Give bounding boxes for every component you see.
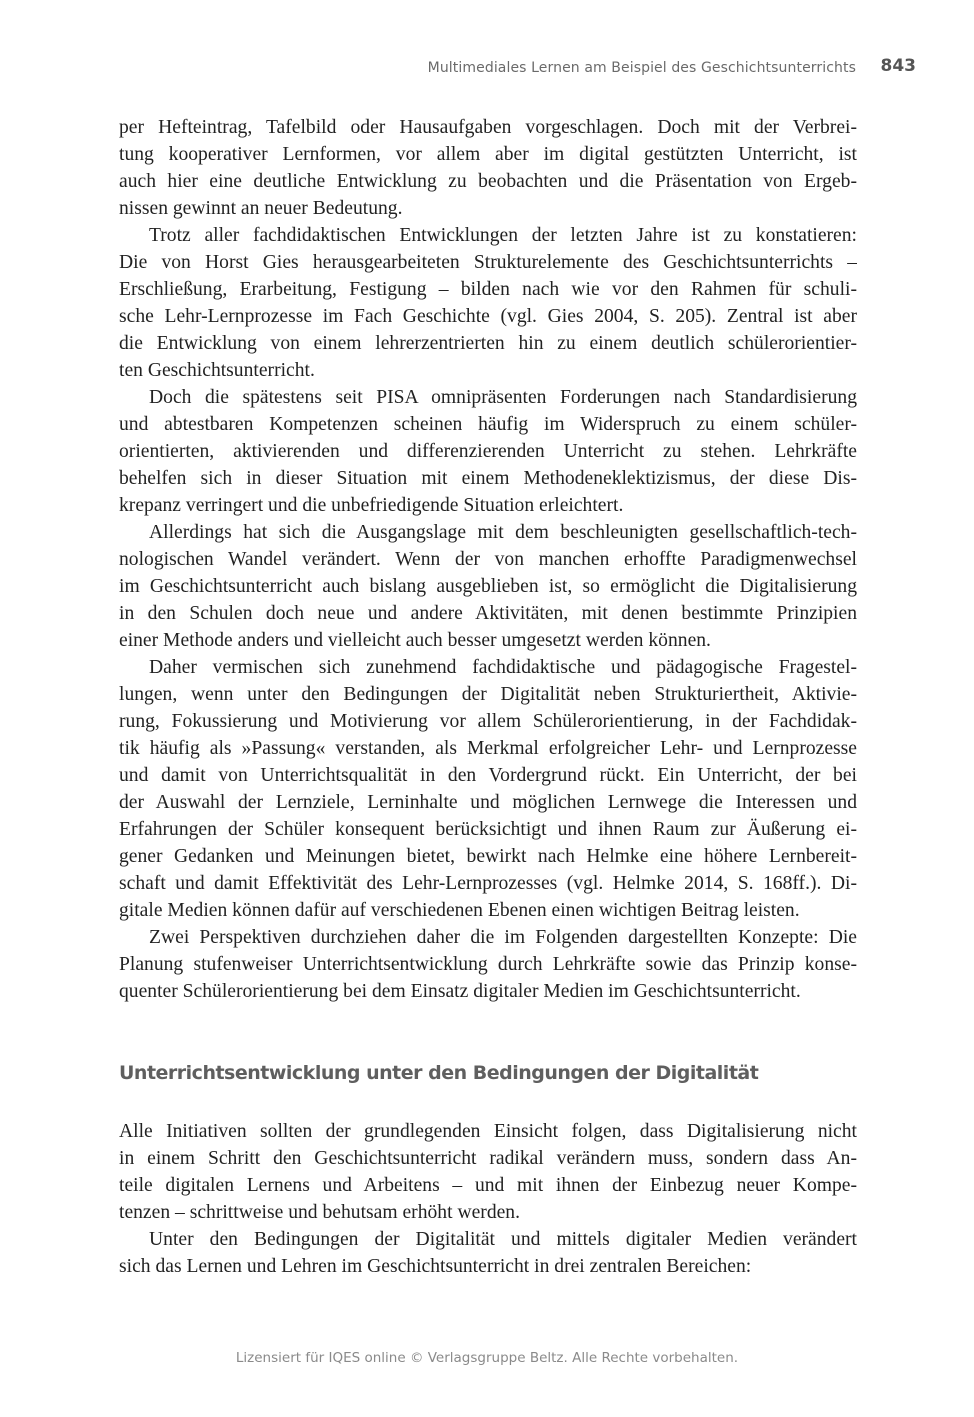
text-line: und damit von Unterrichtsqualität in den Vordergrund rückt. Ein Unterricht, der bei [119,765,857,786]
text-line: auch hier eine deutliche Entwicklung zu beobachten und die Präsentation von Ergeb- [119,171,857,192]
text-line: schaft und damit Effektivität des Lehr-Lernprozesses (vgl. Helmke 2014, S. 168ff.). Di- [119,873,857,894]
text-line: Trotz aller fachdidaktischen Entwicklungen der letzten Jahre ist zu konstatieren: [149,225,857,246]
text-line: rung, Fokussierung und Motivierung vor allem Schülerorientierung, in der Fachdidak- [119,711,857,732]
paragraph [119,654,857,924]
section-heading: Unterrichtsentwicklung unter den Bedingungen der Digitalität [119,1062,759,1084]
text-line: in den Schulen doch neue und andere Aktivitäten, mit denen bestimmte Prinzipien [119,603,857,624]
text-line: Daher vermischen sich zunehmend fachdidaktische und pädagogische Fragestel- [149,657,857,678]
text-line: Die von Horst Gies herausgearbeiteten Strukturelemente des Geschichtsunterrichts – [119,252,857,273]
text-line: krepanz verringert und die unbefriedigende Situation erleichtert. [119,495,624,516]
text-line: einer Methode anders und vielleicht auch besser umgesetzt werden können. [119,630,711,651]
text-line: die Entwicklung von einem lehrerzentrierten hin zu einem deutlich schülerorientier- [119,333,857,354]
running-title: Multimediales Lernen am Beispiel des Geschichtsunterrichts [427,60,856,76]
text-line: Allerdings hat sich die Ausgangslage mit dem beschleunigten gesellschaftlich-tech- [149,522,857,543]
text-line: sche Lehr-Lernprozesse im Fach Geschichte (vgl. Gies 2004, S. 205). Zentral ist aber [119,306,857,327]
text-line: Doch die spätestens seit PISA omnipräsenten Forderungen nach Standardisierung [149,387,857,408]
paragraph [119,924,857,1005]
text-line: per Hefteintrag, Tafelbild oder Hausaufgaben vorgeschlagen. Doch mit der Verbrei- [119,117,857,138]
body-section-1 [119,114,857,1005]
text-line: teile digitalen Lernens und Arbeitens – und mit ihnen der Einbezug neuer Kompe- [119,1175,857,1196]
text-line: in einem Schritt den Geschichtsunterricht radikal verändern muss, sondern dass An- [119,1148,857,1169]
text-line: der Auswahl der Lernziele, Lerninhalte und möglichen Lernwege die Interessen und [119,792,857,813]
text-line: tung kooperativer Lernformen, vor allem aber im digital gestützten Unterricht, ist [119,144,857,165]
paragraph [119,384,857,519]
text-line: behelfen sich in dieser Situation mit einem Methodeneklektizismus, der diese Dis- [119,468,857,489]
text-line: quenter Schülerorientierung bei dem Einsatz digitaler Medien im Geschichtsunterricht. [119,981,801,1002]
text-line: Erfahrungen der Schüler konsequent berücksichtigt und ihnen Raum zur Äußerung ei- [119,819,857,840]
text-line: tik häufig als »Passung« verstanden, als Merkmal erfolgreicher Lehr- und Lernprozesse [119,738,857,759]
text-line: tenzen – schrittweise und behutsam erhöht werden. [119,1202,521,1223]
text-line: Erschließung, Erarbeitung, Festigung – bilden nach wie vor den Rahmen für schuli- [119,279,857,300]
text-line: Unter den Bedingungen der Digitalität und mittels digitaler Medien verändert [149,1229,857,1250]
text-line: sich das Lernen und Lehren im Geschichtsunterricht in drei zentralen Bereichen: [119,1256,752,1277]
paragraph [119,114,857,222]
text-line: ten Geschichtsunterricht. [119,360,315,381]
paragraph [119,222,857,384]
license-footer: Lizensiert für IQES online © Verlagsgruppe Beltz. Alle Rechte vorbehalten. [235,1350,739,1366]
text-line: orientierten, aktivierenden und differenzierenden Unterricht zu stehen. Lehrkräfte [119,441,857,462]
text-line: Zwei Perspektiven durchziehen daher die im Folgenden dargestellten Konzepte: Die [149,927,857,948]
text-line: und abtestbaren Kompetenzen scheinen häufig im Widerspruch zu einem schüler- [119,414,857,435]
running-header [400,56,918,80]
page-number: 843 [880,56,916,76]
text-line: Planung stufenweiser Unterrichtsentwicklung durch Lehrkräfte sowie das Prinzip konse- [119,954,857,975]
text-line: gener Gedanken und Meinungen bietet, bewirkt nach Helmke eine höhere Lernbereit- [119,846,857,867]
text-line: nologischen Wandel verändert. Wenn der von manchen erhoffte Paradigmenwechsel [119,549,857,570]
text-line: gitale Medien können dafür auf verschiedenen Ebenen einen wichtigen Beitrag leisten. [119,900,800,921]
paragraph [119,1118,857,1226]
text-line: nissen gewinnt an neuer Bedeutung. [119,198,403,219]
paragraph [119,519,857,654]
text-line: Alle Initiativen sollten der grundlegenden Einsicht folgen, dass Digitalisierung nicht [119,1121,857,1142]
paragraph [119,1226,857,1280]
text-line: lungen, wenn unter den Bedingungen der Digitalität neben Strukturiertheit, Aktivie- [119,684,857,705]
text-line: im Geschichtsunterricht auch bislang ausgeblieben ist, so ermöglicht die Digitalisierung [119,576,857,597]
body-section-2 [119,1118,857,1280]
